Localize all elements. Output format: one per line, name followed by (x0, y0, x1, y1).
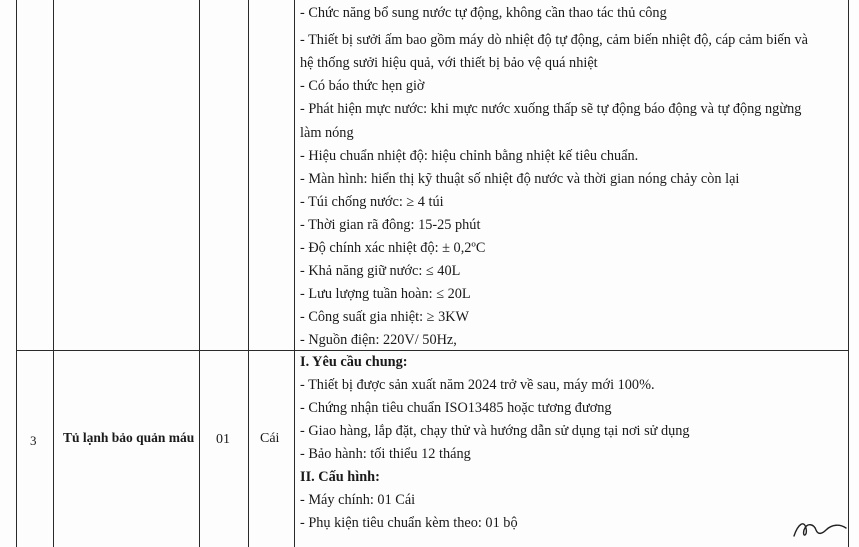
row-number: 3 (30, 433, 37, 448)
spec-line: - Hiệu chuẩn nhiệt độ: hiệu chỉnh bằng nhiệt kế tiêu chuẩn. (300, 148, 639, 164)
table-col-divider-2 (199, 0, 200, 547)
table-row-divider (16, 350, 849, 351)
item-quantity: 01 (216, 432, 230, 447)
item-unit: Cái (260, 431, 280, 446)
spec-line: - Thiết bị sưởi ấm bao gồm máy dò nhiệt độ tự động, cảm biến nhiệt độ, cáp cảm biến và (300, 32, 808, 48)
spec-line: - Lưu lượng tuần hoàn: ≤ 20L (300, 286, 471, 302)
spec-line: - Thời gian rã đông: 15-25 phút (300, 217, 481, 233)
section-heading: II. Cấu hình: (300, 469, 380, 485)
spec-line: - Nguồn điện: 220V/ 50Hz, (300, 332, 457, 348)
table-border-right (848, 0, 849, 547)
spec-line: - Khả năng giữ nước: ≤ 40L (300, 263, 461, 279)
table-col-divider-1 (53, 0, 54, 547)
spec-line: hệ thống sưởi hiệu quả, với thiết bị bảo vệ quá nhiệt (300, 55, 598, 71)
item-name: Tủ lạnh bảo quản máu (63, 430, 195, 445)
section-heading: I. Yêu cầu chung: (300, 354, 408, 370)
spec-line: - Máy chính: 01 Cái (300, 492, 416, 508)
spec-line: - Độ chính xác nhiệt độ: ± 0,2ºC (300, 240, 486, 256)
spec-line: - Màn hình: hiển thị kỹ thuật số nhiệt độ nước và thời gian nóng chảy còn lại (300, 171, 740, 187)
spec-line: - Chức năng bổ sung nước tự động, không cần thao tác thủ công (300, 5, 667, 21)
spec-line: - Phát hiện mực nước: khi mực nước xuống thấp sẽ tự động báo động và tự động ngừng (300, 101, 802, 117)
spec-line: - Công suất gia nhiệt: ≥ 3KW (300, 309, 470, 325)
spec-line: - Thiết bị được sản xuất năm 2024 trở về sau, máy mới 100%. (300, 377, 655, 393)
spec-line: - Phụ kiện tiêu chuẩn kèm theo: 01 bộ (300, 515, 518, 531)
spec-line: - Bảo hành: tối thiểu 12 tháng (300, 446, 471, 462)
table-border-left (16, 0, 17, 547)
table-col-divider-3 (248, 0, 249, 547)
spec-line: - Túi chống nước: ≥ 4 túi (300, 194, 444, 210)
spec-line: làm nóng (300, 125, 354, 141)
spec-line: - Có báo thức hẹn giờ (300, 78, 425, 94)
spec-line: - Giao hàng, lắp đặt, chạy thử và hướng dẫn sử dụng tại nơi sử dụng (300, 423, 690, 439)
spec-line: - Chứng nhận tiêu chuẩn ISO13485 hoặc tương đương (300, 400, 612, 416)
table-col-divider-4 (294, 0, 295, 547)
signature-mark (790, 510, 850, 542)
